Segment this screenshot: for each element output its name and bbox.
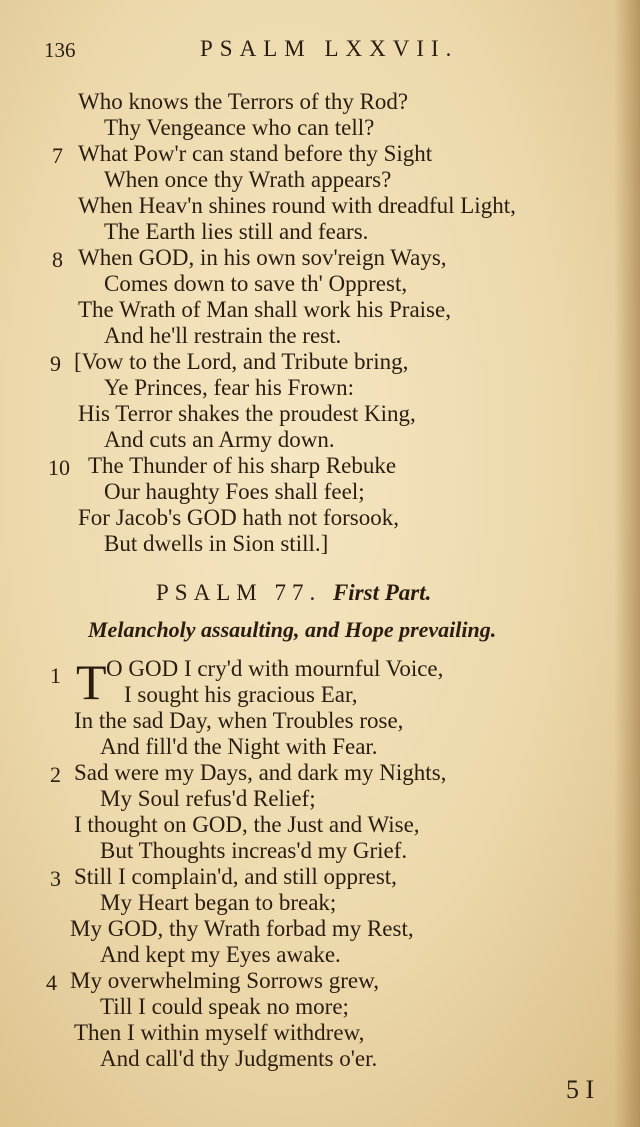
verse-line: The Wrath of Man shall work his Praise,: [78, 297, 451, 322]
verse-line: For Jacob's GOD hath not forsook,: [78, 505, 400, 530]
verse-number: 2: [50, 762, 61, 787]
verse-line: I thought on GOD, the Just and Wise,: [74, 812, 420, 837]
verse-line: In the sad Day, when Troubles rose,: [74, 708, 404, 733]
verse-line: His Terror shakes the proudest King,: [78, 401, 416, 426]
verse-line: My Heart began to break;: [100, 890, 337, 915]
verse-line: [Vow to the Lord, and Tribute bring,: [74, 349, 409, 374]
verse-line: The Earth lies still and fears.: [104, 219, 369, 244]
psalm-heading: [156, 580, 431, 606]
verse-line: When once thy Wrath appears?: [104, 167, 392, 192]
verse-line: Ye Princes, fear his Frown:: [104, 375, 355, 400]
verse-line: And he'll restrain the rest.: [104, 323, 342, 348]
verse-line: Comes down to save th' Opprest,: [104, 271, 408, 296]
drop-cap: T: [76, 654, 107, 710]
verse-line: Then I within myself withdrew,: [74, 1020, 365, 1045]
verse-line: Who knows the Terrors of thy Rod?: [78, 89, 409, 114]
verse-number: 4: [46, 970, 57, 995]
verse-line: And cuts an Army down.: [104, 427, 335, 452]
verse-line: What Pow'r can stand before thy Sight: [78, 141, 433, 166]
psalm-part: First Part.: [332, 580, 432, 605]
verse-line: I sought his gracious Ear,: [124, 682, 358, 707]
verse-line: And fill'd the Night with Fear.: [100, 734, 378, 759]
verse-line: My overwhelming Sorrows grew,: [70, 968, 379, 993]
verse-line: Still I complain'd, and still opprest,: [74, 864, 397, 889]
verse-line: Thy Vengeance who can tell?: [104, 115, 375, 140]
verse-number: 1: [50, 663, 61, 688]
verse-number: 9: [50, 351, 61, 376]
verse-line: Till I could speak no more;: [100, 994, 349, 1019]
verse-line: My Soul refus'd Relief;: [100, 786, 316, 811]
verse-line: And call'd thy Judgments o'er.: [100, 1046, 378, 1071]
verse-line: But dwells in Sion still.]: [104, 531, 329, 556]
verse-line: When Heav'n shines round with dreadful Light,: [78, 193, 516, 218]
verse-number: 3: [50, 866, 61, 891]
verse-line: And kept my Eyes awake.: [100, 942, 341, 967]
running-head: PSALM LXXVII.: [200, 36, 459, 61]
verse-line: Our haughty Foes shall feel;: [104, 479, 365, 504]
signature-mark: 5 I: [566, 1075, 595, 1104]
verse-number: 8: [52, 247, 63, 272]
verse-line: O GOD I cry'd with mournful Voice,: [106, 656, 444, 681]
page-number: 136: [44, 38, 76, 62]
psalm-title: PSALM 77.: [156, 580, 322, 605]
verse-number: 10: [48, 455, 70, 480]
verse-line: When GOD, in his own sov'reign Ways,: [78, 245, 447, 270]
verse-line: But Thoughts increas'd my Grief.: [100, 838, 408, 863]
verse-number: 7: [52, 143, 63, 168]
verse-line: My GOD, thy Wrath forbad my Rest,: [70, 916, 414, 941]
verse-line: The Thunder of his sharp Rebuke: [88, 453, 397, 478]
verse-line: Sad were my Days, and dark my Nights,: [74, 760, 447, 785]
psalm-subtitle: Melancholy assaulting, and Hope prevailing.: [88, 617, 497, 642]
